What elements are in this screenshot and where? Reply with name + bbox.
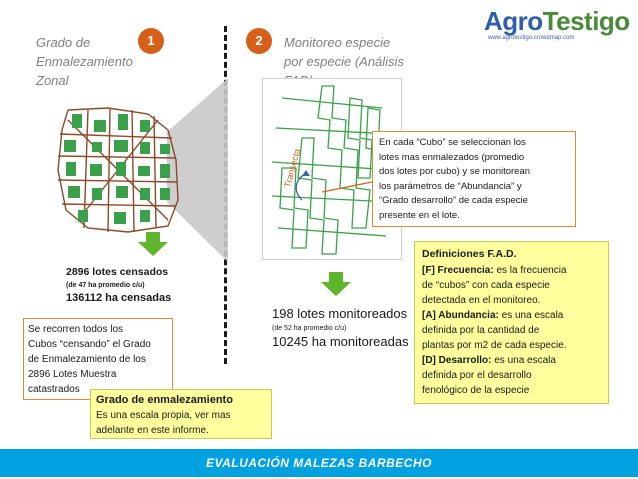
recorren-line: 2896 Lotes Muestra	[28, 369, 117, 380]
logo-agro-text: Agro	[484, 6, 543, 36]
def-desarrollo-line1	[422, 353, 601, 368]
callout-cubo	[372, 131, 576, 227]
callout-cubo-line: presente en el lote.	[379, 209, 460, 221]
grado-line2: adelante en este informe.	[96, 425, 209, 436]
step2-title-line1: Monitoreo especie	[284, 35, 391, 50]
def-abundancia-line1	[422, 308, 601, 323]
logo-testigo-text: Testigo	[542, 6, 630, 36]
def-a-text2: definida por la cantidad de	[422, 325, 540, 336]
recorren-line: Se recorren todos los	[28, 324, 124, 335]
recorren-line: Cubos “censando” el Grado	[28, 339, 151, 350]
footer-title: EVALUACIÓN MALEZAS BARBECHO	[206, 456, 432, 470]
def-frecuencia-line1	[422, 263, 601, 278]
def-f-text2: de “cubos” con cada especie	[422, 280, 550, 291]
grado-box	[90, 389, 272, 439]
recorren-line: catastrados	[28, 384, 80, 395]
step1-title-line1: Grado de	[36, 35, 91, 50]
stats2-lotes: 198 lotes monitoreados	[272, 306, 408, 321]
footer-bar	[0, 449, 638, 477]
callout-cubo-line: En cada “Cubo” se seleccionan los	[379, 137, 526, 148]
def-a-label: [A] Abundancia:	[422, 310, 499, 321]
down-arrow-1	[138, 232, 168, 256]
def-d-text2: definida por el desarrollo	[422, 370, 532, 381]
callout-cubo-line: dos lotes por cubo) y se monitorean	[379, 166, 531, 177]
step1-title-line3: Zonal	[36, 73, 69, 88]
stats1-lotes: 2896 lotes censados	[66, 266, 169, 278]
step2-badge: 2	[246, 28, 272, 54]
callout-cubo-line: los parámetros de “Abundancia” y	[379, 180, 522, 192]
recorren-box	[23, 318, 173, 400]
def-f-text3: detectada en el monitoreo.	[422, 295, 541, 306]
def-f-text1: es la frecuencia	[493, 265, 567, 276]
stats-censados	[66, 266, 226, 304]
stats2-hectareas: 10245 ha monitoreadas	[272, 334, 409, 349]
def-f-label: [F] Frecuencia:	[422, 265, 494, 276]
recorren-line: de Enmalezamiento de los	[28, 354, 146, 365]
step1-title-line2: Enmalezamiento	[36, 54, 133, 69]
def-a-text1: es una escala	[498, 310, 564, 321]
stats1-hectareas: 136112 ha censadas	[66, 292, 172, 304]
callout-cubo-line: lotes mas enmalezados (promedio	[379, 151, 525, 163]
transecta-label: Transecta	[282, 147, 303, 189]
step1-badge: 1	[138, 28, 164, 54]
definiciones-title: Definiciones F.A.D.	[422, 248, 517, 260]
grado-title: Grado de enmalezamiento	[96, 394, 233, 406]
def-a-text3: plantas por m2 de cada especie.	[422, 340, 567, 351]
definiciones-box	[414, 241, 609, 404]
down-arrow-2	[321, 272, 351, 296]
def-d-text3: fenológico de la especie	[422, 385, 530, 396]
stats1-promedio: (de 47 ha promedio c/u)	[66, 282, 145, 289]
def-d-label: [D] Desarrollo:	[422, 355, 492, 366]
callout-cubo-line: “Grado desarrollo” de cada especie	[379, 195, 528, 206]
def-d-text1: es una escala	[491, 355, 556, 366]
logo-url: www.agrotestigo.crowdmap.com	[488, 35, 575, 41]
step2-title-line2: por especie (Análisis	[284, 54, 404, 69]
stats2-promedio: (de 52 ha promedio c/u)	[272, 325, 347, 332]
grado-line1: Es una escala propia, ver mas	[96, 410, 231, 421]
